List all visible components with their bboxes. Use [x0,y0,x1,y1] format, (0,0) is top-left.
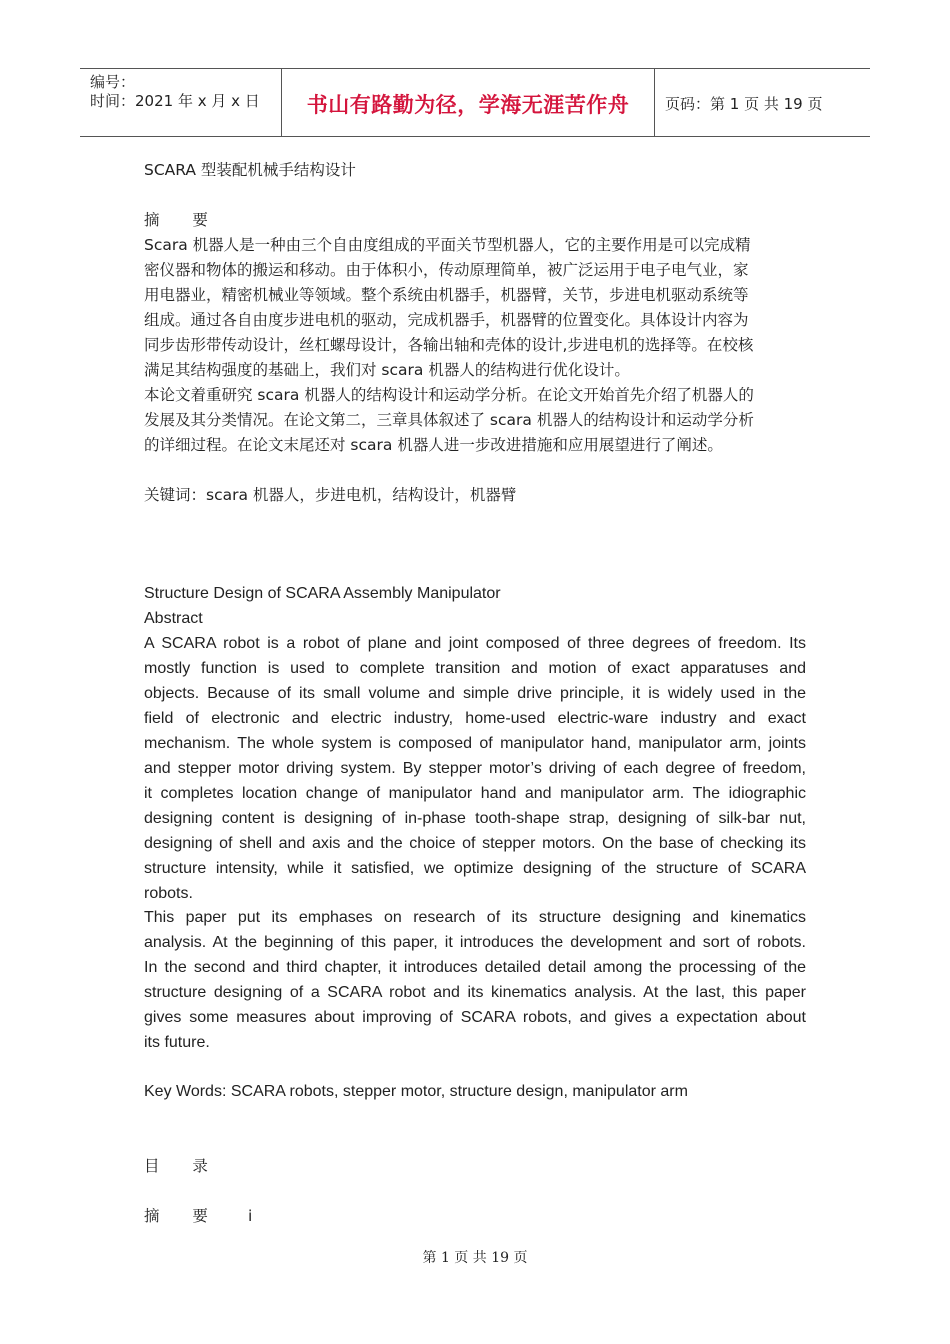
text-line: field of electronic and electric industry, home-used electric-ware industry and exact [144,710,806,727]
text-line: 的详细过程。在论文末尾还对 scara 机器人进一步改进措施和应用展望进行了阐述。 [144,436,723,454]
text-line: its future. [144,1034,210,1051]
text-line: objects. Because of its small volume and simple drive principle, it is widely used in the [144,685,806,702]
header-left-cell [80,69,282,136]
text-line: 组成。通过各自由度步进电机的驱动，完成机器手，机器臂的位置变化。具体设计内容为 [144,311,749,329]
text-line: mechanism. The whole system is composed of manipulator hand, manipulator arm, joints [144,735,806,752]
header-motto-cell [282,69,655,136]
text-line: mostly function is used to complete transition and motion of exact apparatuses and [144,660,806,677]
en-title: Structure Design of SCARA Assembly Manipulator [144,585,501,602]
text-line: designing of shell and axis and the choice of stepper motors. On the base of checking its [144,835,806,852]
text-line: structure intensity, while it satisfied, we optimize designing of the structure of SCARA [144,860,806,877]
text-line: 满足其结构强度的基础上，我们对 scara 机器人的结构进行优化设计。 [144,361,630,379]
page-footer: 第 1 页 共 19 页 [422,1250,528,1266]
text-line: 发展及其分类情况。在论文第二，三章具体叙述了 scara 机器人的结构设计和运动学分析 [144,411,754,429]
text-line: This paper put its emphases on research of its structure designing and kinematics [144,909,806,926]
text-line: 用电器业，精密机械业等领域。整个系统由机器手，机器臂，关节，步进电机驱动系统等 [144,286,749,304]
text-line: gives some measures about improving of SCARA robots, and gives a expectation about [144,1009,806,1026]
document-time-label: 时间：2021 年 x 月 x 日 [90,92,260,110]
header-motto: 书山有路勤为径，学海无涯苦作舟 [306,92,630,117]
en-abstract-heading: Abstract [144,610,203,627]
cn-title: SCARA 型装配机械手结构设计 [144,161,356,179]
cn-keywords: 关键词：scara 机器人，步进电机，结构设计，机器臂 [144,486,517,504]
toc-entry [144,1204,806,1229]
text-line: designing content is designing of in-phase tooth-shape strap, designing of silk-bar nut, [144,810,806,827]
text-line: and stepper motor driving system. By stepper motor’s driving of each degree of freedom, [144,760,806,777]
en-keywords: Key Words: SCARA robots, stepper motor, structure design, manipulator arm [144,1083,688,1100]
text-line: it completes location change of manipulator hand and manipulator arm. The idiographic [144,785,806,802]
text-line: A SCARA robot is a robot of plane and joint composed of three degrees of freedom. Its [144,635,806,652]
text-line: Scara 机器人是一种由三个自由度组成的平面关节型机器人，它的主要作用是可以完成精 [144,236,751,254]
text-line: structure designing of a SCARA robot and its kinematics analysis. At the last, this paper [144,984,806,1001]
toc-heading: 目 录 [144,1157,222,1175]
en-abstract-paragraph-1 [144,631,806,906]
text-line: 本论文着重研究 scara 机器人的结构设计和运动学分析。在论文开始首先介绍了机器人的 [144,386,754,404]
text-line: 密仪器和物体的搬运和移动。由于体积小，传动原理简单，被广泛运用于电子电气业，家 [144,261,749,279]
cn-abstract-heading: 摘 要 [144,211,222,229]
document-number-label: 编号： [90,73,136,91]
en-abstract-paragraph-2 [144,905,806,1055]
cn-abstract-paragraph-2 [144,383,806,458]
toc-entry-label: 摘 要 [144,1207,222,1225]
header-page-label: 页码：第 1 页 共 19 页 [665,95,823,113]
text-line: In the second and third chapter, it introduces detailed detail among the processing of the [144,959,806,976]
document-header [80,68,870,137]
header-page-cell [655,69,870,136]
text-line: robots. [144,885,193,902]
cn-abstract-paragraph-1 [144,233,806,383]
toc-entry-page: i [247,1207,253,1225]
text-line: analysis. At the beginning of this paper, it introduces the development and sort of robots. [144,934,806,951]
text-line: 同步齿形带传动设计，丝杠螺母设计，各输出轴和壳体的设计,步进电机的选择等。在校核 [144,336,754,354]
